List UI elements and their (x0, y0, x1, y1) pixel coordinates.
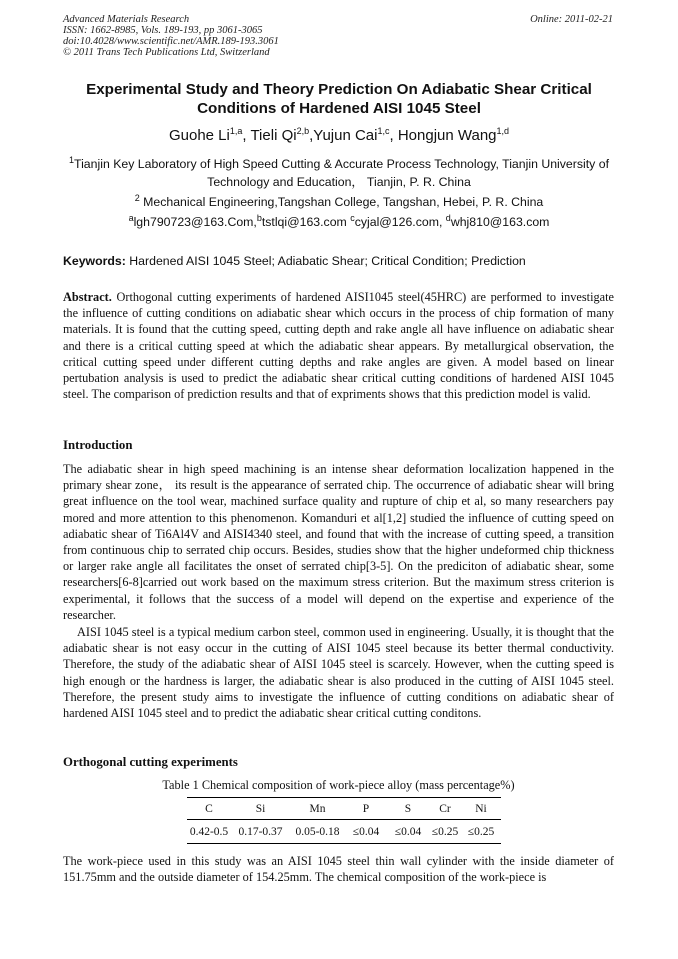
email-sup: b (256, 212, 262, 223)
author-name: Tieli Qi (250, 127, 297, 144)
keywords-text: Hardened AISI 1045 Steel; Adiabatic Shear; Critical Condition; Prediction (125, 254, 526, 268)
table-row (187, 820, 501, 844)
introduction-heading: Introduction (63, 438, 133, 452)
title-line-2: Conditions of Hardened AISI 1045 Steel (197, 100, 481, 117)
email-sup: d (445, 212, 451, 223)
table-header-cell: C (205, 802, 213, 815)
affiliation-2-text: Mechanical Engineering,Tangshan College, Tangshan, Hebei, P. R. China (139, 195, 544, 209)
table-caption: Table 1 Chemical composition of work-piece alloy (mass percentage%) (162, 778, 515, 792)
affiliation-sup: 2 (134, 192, 140, 203)
author-separator: , (242, 127, 251, 144)
abstract-label: Abstract. (63, 290, 112, 304)
affiliation-1 (55, 156, 623, 191)
author-separator: , (389, 127, 398, 144)
introduction-paragraph-2: AISI 1045 steel is a typical medium carbon steel, common used in engineering. Usually, it is thought that the adiabatic shear is not easy occur in the cutting of AISI 1045 steel because its better thermal conductivity. Therefore, the study of the adiabatic shear of AISI 1045 steel is scarcely. However, when the cutting speed is high enough or the hardness is larger, the adiabatic shear is also produced in the cutting of AISI 1045 steel. Therefore, the present study aims to investigate the influence of cutting conditions on adiabatic shear of hardened AISI 1045 steel and to predict the adiabatic shear critical cutting conditons. (63, 625, 614, 721)
journal-name: Advanced Materials Research (63, 14, 190, 25)
table-cell: 0.17-0.37 (238, 825, 283, 838)
email-list (55, 214, 623, 232)
table-cell: ≤0.25 (431, 825, 459, 838)
email-sup: c (350, 212, 355, 223)
email-sup: a (128, 212, 134, 223)
issn-line: ISSN: 1662-8985, Vols. 189-193, pp 3061-3065 (63, 25, 263, 36)
table-header-cell: Ni (475, 802, 487, 815)
doi-line[interactable]: doi:10.4028/www.scientific.net/AMR.189-193.3061 (63, 36, 279, 47)
journal-header (63, 14, 279, 58)
abstract (63, 289, 614, 402)
title-line-1: Experimental Study and Theory Prediction On Adiabatic Shear Critical (86, 81, 592, 98)
email-address[interactable]: lgh790723@163.Com, (133, 215, 257, 229)
table-cell: 0.42-0.5 (189, 825, 229, 838)
composition-table (187, 797, 501, 844)
email-address[interactable]: cyjal@126.com, (354, 215, 446, 229)
orthogonal-heading: Orthogonal cutting experiments (63, 755, 238, 769)
table-header-row (187, 798, 501, 820)
table-header-cell: P (362, 802, 370, 815)
author-name: Yujun Cai (313, 127, 378, 144)
table-cell: ≤0.04 (352, 825, 380, 838)
email-address[interactable]: tstlqi@163.com (261, 215, 351, 229)
affiliation-1-line-1: Tianjin Key Laboratory of High Speed Cutting & Accurate Process Technology, Tianjin University of (74, 157, 609, 171)
table-cell: ≤0.25 (467, 825, 495, 838)
affiliation-1-line-2: Technology and Education， Tianjin, P. R. China (207, 174, 471, 189)
email-address[interactable]: whj810@163.com (450, 215, 550, 229)
author-sup: 1,d (496, 126, 510, 136)
author-sup: 1,a (229, 126, 243, 136)
author-sup: 1,c (377, 126, 390, 136)
online-date: Online: 2011-02-21 (530, 14, 613, 25)
table-cell: 0.05-0.18 (295, 825, 340, 838)
author-sup: 2,b (296, 126, 310, 136)
keywords-label: Keywords: (63, 254, 126, 268)
keywords (63, 253, 615, 269)
table-header-cell: Mn (309, 802, 326, 815)
table-header-cell: Cr (439, 802, 451, 815)
author-separator: , (309, 127, 314, 144)
abstract-text: Orthogonal cutting experiments of hardened AISI1045 steel(45HRC) are performed to investigate the influence of cutting conditions on adiabatic shear which occurs in the process of chip formation of many materials. It is found that the cutting speed, cutting depth and rake angle all have influence on adiabatic shear and there is a critical cutting speed at which the adiabatic shear appears. By metallurgical observation, the critical cutting speed under different cutting depths and rake angles are given. A model based on linear pertubation analysis is used to predict the adiabatic shear critical cutting conditions of hardened AISI 1045 steel. The comparison of prediction results and that of expriments shows that this prediction model is valid. (63, 290, 614, 402)
closing-paragraph: The work-piece used in this study was an AISI 1045 steel thin wall cylinder with the inside diameter of 151.75mm and the outside diameter of 154.25mm. The chemical composition of the work-piece is (63, 854, 614, 885)
copyright-line: © 2011 Trans Tech Publications Ltd, Switzerland (63, 47, 270, 58)
table-header-cell: S (404, 802, 412, 815)
author-list (40, 127, 638, 145)
table-cell: ≤0.04 (394, 825, 422, 838)
author-name: Guohe Li (168, 127, 230, 144)
paper-title (40, 80, 638, 118)
introduction-paragraph-1: The adiabatic shear in high speed machining is an intense shear deformation localization happened in the primary shear zone， its result is the appearance of serrated chip. The occurrence of adiabatic shear will bring great influence on the tool wear, machined surface quality and rupture of chip et al, so many researchers pay mored and more attention to this phenomenon. Komanduri et al[1,2] studied the influence of cutting speed on adiabatic shear of Ti6Al4V and AISI4340 steel, and found that with the increase of cutting speed, a transition from continuous chip to serrated chip occurs. Besides, studies show that the higher undeformed chip thickness or larger rake angle all facilitates the onset of serrated chip[3-5]. On the prediciton of adiabatic shear, some researchers[6-8]carried out work based on the maximum stress criterion. But the maximum stress criterion is experimental, it follows that the success of a model will depend on the expertise and experience of the researcher. (63, 462, 614, 622)
author-name: Hongjun Wang (397, 127, 497, 144)
table-header-cell: Si (255, 802, 266, 815)
affiliation-2 (55, 194, 623, 212)
affiliation-sup: 1 (69, 154, 75, 165)
